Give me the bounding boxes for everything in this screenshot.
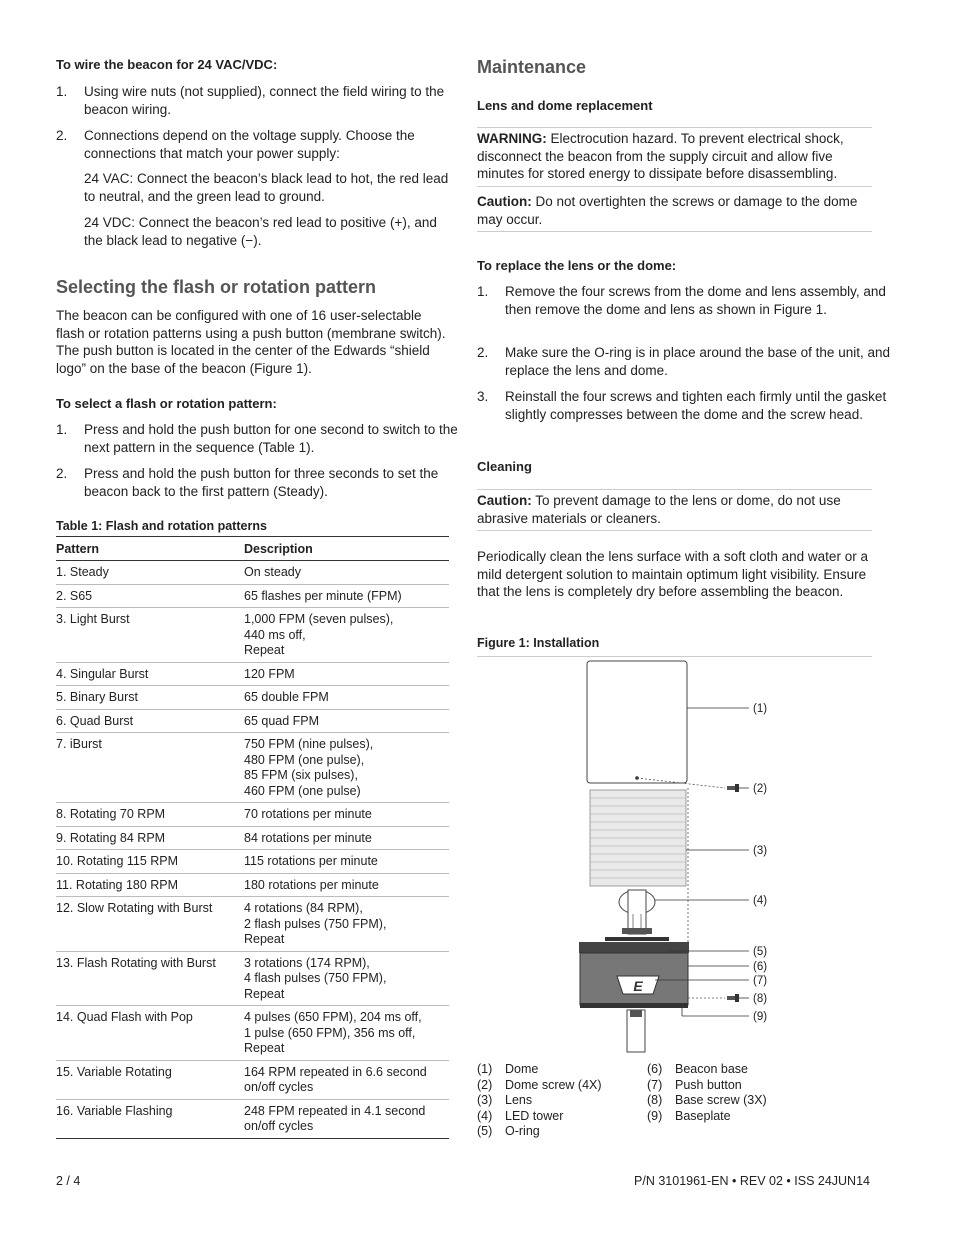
step-text: Remove the four screws from the dome and lens assembly, and then remove the dome and lens as shown in Figure 1. — [505, 284, 886, 317]
description-cell: 65 quad FPM — [244, 709, 449, 733]
description-cell: 70 rotations per minute — [244, 803, 449, 827]
step-text: Using wire nuts (not supplied), connect the field wiring to the beacon wiring. — [84, 84, 445, 117]
legend-text: O-ring — [505, 1124, 540, 1138]
legend-text: Dome — [505, 1062, 539, 1076]
legend-item — [647, 1062, 847, 1078]
legend-text: Push button — [675, 1077, 742, 1092]
pattern-cell: 1. Steady — [56, 561, 244, 585]
legend-text: Base screw (3X) — [675, 1093, 767, 1107]
callout-3: (3) — [753, 845, 768, 857]
column-header-description: Description — [244, 537, 449, 561]
page-number: 2 / 4 — [56, 1174, 81, 1188]
base-screw-shape — [727, 994, 739, 1002]
legend-number: (7) — [647, 1077, 663, 1092]
pattern-cell: 15. Variable Rotating — [56, 1060, 244, 1099]
column-header-pattern: Pattern — [56, 537, 244, 561]
replace-step-1 — [477, 283, 898, 318]
caution-text: To prevent damage to the lens or dome, do not use abrasive materials or cleaners. — [477, 493, 841, 526]
legend-text: LED tower — [505, 1108, 564, 1123]
pattern-cell: 14. Quad Flash with Pop — [56, 1006, 244, 1061]
legend-number: (4) — [477, 1108, 493, 1123]
wire-step-2 — [56, 127, 477, 162]
select-heading: To select a flash or rotation pattern: — [56, 396, 277, 411]
installation-figure — [477, 658, 872, 1058]
table-row — [56, 608, 449, 663]
description-cell: 115 rotations per minute — [244, 850, 449, 874]
warning-notice — [477, 127, 872, 187]
description-cell: 4 pulses (650 FPM), 204 ms off, 1 pulse (650 FPM), 356 ms off, Repeat — [244, 1006, 449, 1061]
pattern-cell: 6. Quad Burst — [56, 709, 244, 733]
wire-heading: To wire the beacon for 24 VAC/VDC: — [56, 57, 278, 72]
warning-text: Electrocution hazard. To prevent electrical shock, disconnect the beacon from the supply circuit and allow five minutes for stored energy to dissipate before disassembling. — [477, 131, 844, 181]
pattern-cell: 16. Variable Flashing — [56, 1099, 244, 1138]
callout-6: (6) — [753, 961, 768, 973]
description-cell: 84 rotations per minute — [244, 826, 449, 850]
legend-item — [477, 1124, 647, 1140]
warning-label: WARNING: — [477, 131, 547, 146]
step-number: 1. — [56, 84, 68, 99]
caution-text: Do not overtighten the screws or damage to the dome may occur. — [477, 194, 858, 227]
pattern-cell: 8. Rotating 70 RPM — [56, 803, 244, 827]
description-cell: 1,000 FPM (seven pulses), 440 ms off, Repeat — [244, 608, 449, 663]
legend-item — [647, 1109, 847, 1125]
replace-step-3 — [477, 388, 898, 423]
push-button-logo — [617, 976, 659, 994]
table-row — [56, 873, 449, 897]
callout-2: (2) — [753, 783, 768, 795]
pattern-cell: 12. Slow Rotating with Burst — [56, 897, 244, 952]
callout-4: (4) — [753, 895, 768, 907]
dome-shape — [587, 661, 687, 783]
table-row — [56, 662, 449, 686]
o-ring-shape — [605, 937, 669, 941]
legend-number: (5) — [477, 1124, 493, 1138]
callout-1: (1) — [753, 703, 768, 715]
callout-9: (9) — [753, 1011, 768, 1023]
step-number: 2. — [56, 466, 68, 481]
legend-text: Dome screw (4X) — [505, 1077, 602, 1092]
description-cell: 65 double FPM — [244, 686, 449, 710]
table-header-row — [56, 537, 449, 561]
legend-number: (6) — [647, 1062, 663, 1076]
cleaning-heading: Cleaning — [477, 459, 532, 474]
select-step-2 — [56, 465, 477, 500]
pattern-cell: 2. S65 — [56, 584, 244, 608]
legend-item — [647, 1078, 847, 1094]
logo-letter: E — [633, 978, 643, 994]
caution-label: Caution: — [477, 194, 532, 209]
legend-number: (1) — [477, 1062, 493, 1076]
legend-text: Lens — [505, 1093, 533, 1107]
figure-legend-right — [647, 1062, 847, 1124]
caution-notice-screws — [477, 191, 872, 232]
table-row — [56, 850, 449, 874]
table-row — [56, 686, 449, 710]
step-text: Press and hold the push button for one second to switch to the next pattern in the sequence (Table 1). — [84, 422, 458, 455]
pattern-cell: 4. Singular Burst — [56, 662, 244, 686]
step-text: Reinstall the four screws and tighten each firmly until the gasket slightly compresses between the dome and the screw head. — [505, 389, 887, 422]
description-cell: 4 rotations (84 RPM), 2 flash pulses (750 FPM), Repeat — [244, 897, 449, 952]
table-row — [56, 803, 449, 827]
baseplate-shape — [580, 1003, 688, 1008]
pattern-table-wrapper — [56, 536, 449, 1139]
caution-label: Caution: — [477, 493, 532, 508]
figure-caption: Figure 1: Installation — [477, 636, 872, 657]
legend-text: Baseplate — [675, 1108, 731, 1123]
led-tower-shape — [619, 890, 655, 934]
pattern-cell: 7. iBurst — [56, 733, 244, 803]
fitting-cap — [630, 1010, 642, 1017]
legend-item — [477, 1078, 647, 1094]
step-number: 1. — [56, 422, 68, 437]
legend-item — [477, 1109, 647, 1125]
pattern-cell: 3. Light Burst — [56, 608, 244, 663]
table-row — [56, 1006, 449, 1061]
description-cell: 120 FPM — [244, 662, 449, 686]
lens-shape — [590, 790, 686, 886]
table-row — [56, 733, 449, 803]
table-row — [56, 561, 449, 585]
lens-heading: Lens and dome replacement — [477, 98, 653, 113]
step-number: 2. — [56, 128, 68, 143]
vdc-instructions: 24 VDC: Connect the beacon’s red lead to positive (+), and the black lead to negative (−). — [84, 215, 437, 248]
figure-legend-left — [477, 1062, 647, 1140]
table-row — [56, 584, 449, 608]
intro-paragraph: The beacon can be configured with one of 16 user-selectable flash or rotation patterns using a push button (membrane switch). The push button is located in the center of the Edwards “shield logo” on the base of the beacon (Figure 1). — [56, 308, 446, 376]
legend-item — [477, 1093, 647, 1109]
description-cell: 750 FPM (nine pulses), 480 FPM (one pulse), 85 FPM (six pulses), 460 FPM (one pulse) — [244, 733, 449, 803]
legend-item — [477, 1062, 647, 1078]
vac-instructions: 24 VAC: Connect the beacon’s black lead to hot, the red lead to neutral, and the green lead to ground. — [84, 171, 449, 204]
section-title-flash-pattern: Selecting the flash or rotation pattern — [56, 277, 377, 297]
callout-5: (5) — [753, 946, 768, 958]
step-number: 3. — [477, 389, 489, 404]
description-cell: 164 RPM repeated in 6.6 second on/off cycles — [244, 1060, 449, 1099]
replace-heading: To replace the lens or the dome: — [477, 258, 677, 273]
pattern-cell: 10. Rotating 115 RPM — [56, 850, 244, 874]
wire-step-1 — [56, 83, 477, 118]
table-row — [56, 951, 449, 1006]
step-text: Connections depend on the voltage supply. Choose the connections that match your power supply: — [84, 128, 415, 161]
callout-8: (8) — [753, 993, 768, 1005]
legend-text: Beacon base — [675, 1062, 748, 1076]
table-caption: Table 1: Flash and rotation patterns — [56, 519, 267, 533]
description-cell: 180 rotations per minute — [244, 873, 449, 897]
step-number: 2. — [477, 345, 489, 360]
pattern-table-body — [56, 561, 449, 1139]
table-row — [56, 1099, 449, 1138]
table-row — [56, 1060, 449, 1099]
pattern-cell: 5. Binary Burst — [56, 686, 244, 710]
replace-step-2 — [477, 344, 898, 379]
legend-number: (8) — [647, 1093, 663, 1107]
table-row — [56, 709, 449, 733]
pattern-table — [56, 536, 449, 1139]
pattern-cell: 9. Rotating 84 RPM — [56, 826, 244, 850]
table-row — [56, 826, 449, 850]
step-text: Make sure the O-ring is in place around the base of the unit, and replace the lens and dome. — [505, 345, 890, 378]
legend-number: (2) — [477, 1077, 493, 1092]
cleaning-paragraph: Periodically clean the lens surface with a soft cloth and water or a mild detergent solution to maintain optimum light visibility. Ensure that the lens is completely dry before assembling the beacon. — [477, 549, 868, 599]
legend-number: (3) — [477, 1093, 493, 1107]
legend-item — [647, 1093, 847, 1109]
dome-screw-shape — [727, 784, 739, 792]
table-row — [56, 897, 449, 952]
description-cell: On steady — [244, 561, 449, 585]
legend-number: (9) — [647, 1108, 663, 1123]
callout-7: (7) — [753, 975, 768, 987]
step-text: Press and hold the push button for three seconds to set the beacon back to the first pattern (Steady). — [84, 466, 439, 499]
pattern-cell: 13. Flash Rotating with Burst — [56, 951, 244, 1006]
description-cell: 65 flashes per minute (FPM) — [244, 584, 449, 608]
maintenance-title: Maintenance — [477, 57, 587, 77]
description-cell: 248 FPM repeated in 4.1 second on/off cycles — [244, 1099, 449, 1138]
step-number: 1. — [477, 284, 489, 299]
select-step-1 — [56, 421, 477, 456]
part-number: P/N 3101961-EN • REV 02 • ISS 24JUN14 — [634, 1174, 870, 1188]
description-cell: 3 rotations (174 RPM), 4 flash pulses (750 FPM), Repeat — [244, 951, 449, 1006]
caution-notice-cleaning — [477, 489, 872, 531]
pattern-cell: 11. Rotating 180 RPM — [56, 873, 244, 897]
